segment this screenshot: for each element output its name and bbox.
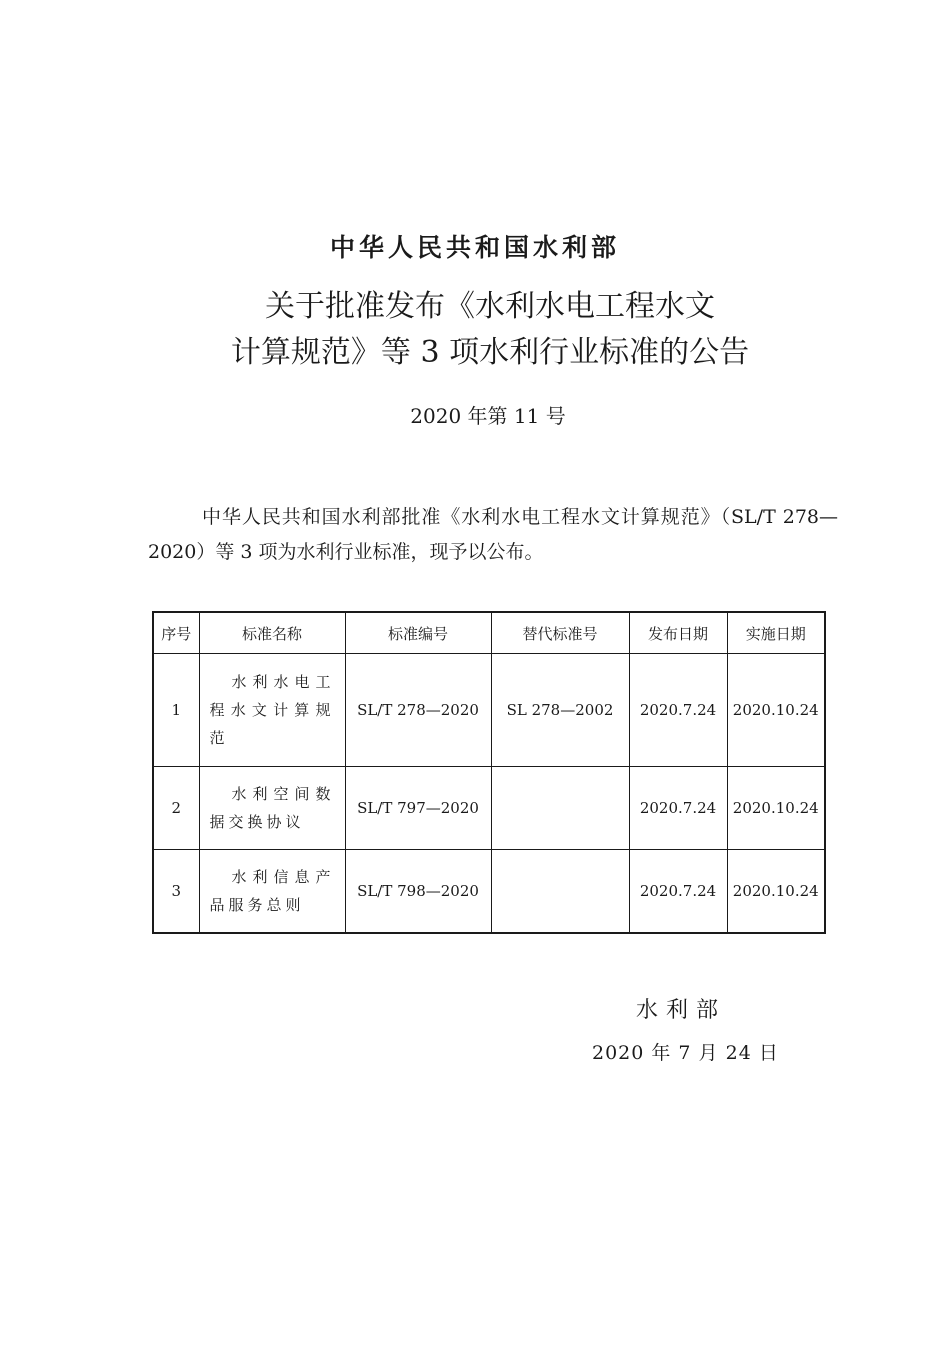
header-cell: 标准名称: [199, 612, 345, 654]
effective-date: 2020.10.24: [727, 767, 825, 850]
standard-name: [199, 850, 345, 933]
row-number: 1: [153, 654, 199, 767]
header-cell: 实施日期: [727, 612, 825, 654]
publish-date: 2020.7.24: [629, 654, 727, 767]
standard-name-text: 水利水电工程水文计算规范: [209, 673, 335, 747]
standard-name-text: 水利空间数据交换协议: [209, 785, 335, 831]
replaced-standard: SL 278—2002: [491, 654, 629, 767]
replaced-standard: [491, 767, 629, 850]
standard-code: SL/T 278—2020: [345, 654, 491, 767]
effective-date: 2020.10.24: [727, 850, 825, 933]
table-header-row: [153, 612, 825, 654]
standard-name: [199, 767, 345, 850]
effective-date: 2020.10.24: [727, 654, 825, 767]
header-cell: 标准编号: [345, 612, 491, 654]
header-cell: 发布日期: [629, 612, 727, 654]
standards-table: [152, 611, 826, 934]
row-number: 3: [153, 850, 199, 933]
publish-date: 2020.7.24: [629, 850, 727, 933]
header-cell: 序号: [153, 612, 199, 654]
standard-name-text: 水利信息产品服务总则: [209, 867, 335, 914]
header-cell: 替代标准号: [491, 612, 629, 654]
replaced-standard: [491, 850, 629, 933]
publish-date: 2020.7.24: [629, 767, 727, 850]
table-row: [153, 850, 825, 933]
announcement-title: [0, 284, 950, 376]
table-row: [153, 654, 825, 767]
issuing-ministry: 中华人民共和国水利部: [329, 233, 620, 262]
signing-date: 2020 年 7 月 24 日: [592, 1042, 779, 1064]
document-number: 2020 年第 11 号: [410, 404, 566, 428]
standard-code: SL/T 797—2020: [345, 767, 491, 850]
row-number: 2: [153, 767, 199, 850]
signing-authority: 水利部: [636, 998, 727, 1023]
title-line-1: 关于批准发布《水利水电工程水文: [265, 289, 715, 324]
table-row: [153, 767, 825, 850]
standard-name: [199, 654, 345, 767]
standard-code: SL/T 798—2020: [345, 850, 491, 933]
title-line-2: 计算规范》等 3 项水利行业标准的公告: [230, 335, 750, 370]
announcement-body: 中华人民共和国水利部批准《水利水电工程水文计算规范》（SL/T 278—2020）等 3 项为水利行业标准，现予以公布。: [148, 506, 838, 563]
